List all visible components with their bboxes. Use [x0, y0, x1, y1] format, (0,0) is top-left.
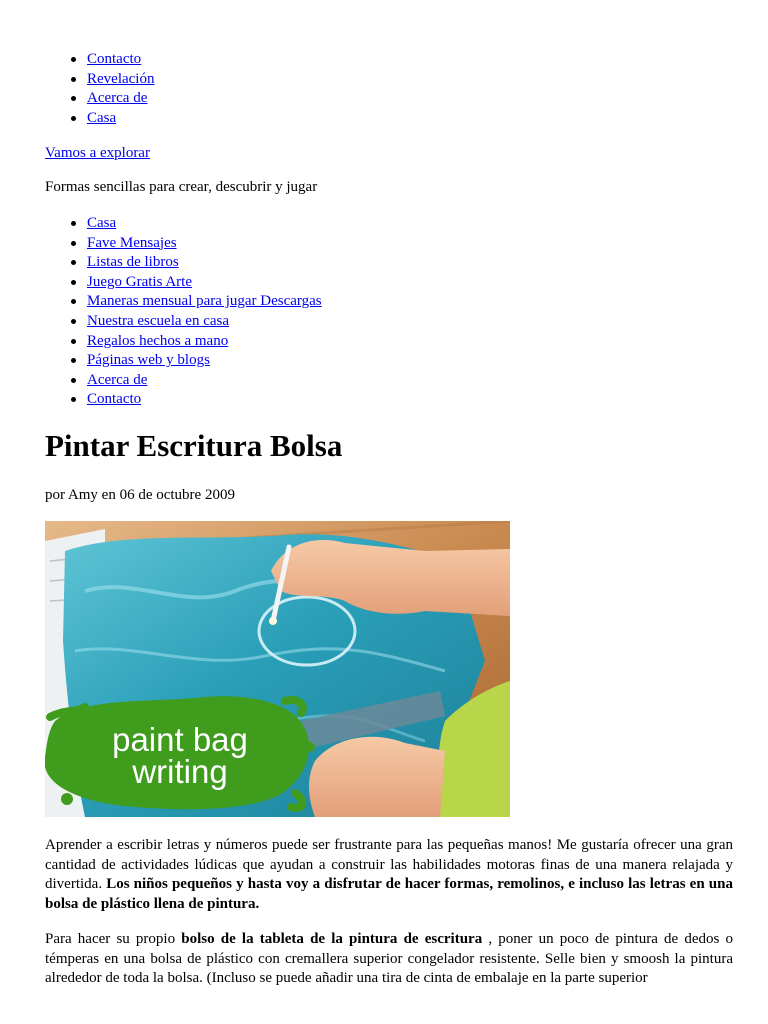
main-nav-link[interactable]: Páginas web y blogs: [87, 352, 210, 369]
top-nav-item-acerca-de[interactable]: [87, 89, 154, 109]
paragraph-text: Aprender a escribir letras y números puede ser frustrante para las pequeñas manos! Me gustaría ofrecer una gran cantidad de actividades lúdicas que ayudan a construir las habilidades motoras finas de una manera relajada y divertida.: [45, 837, 733, 893]
image-caption-line1: paint bag: [112, 721, 248, 758]
main-nav-item-regalos[interactable]: [87, 332, 322, 352]
top-nav-item-revelacion[interactable]: [87, 70, 154, 90]
post-paragraph: [45, 836, 733, 914]
top-nav-link[interactable]: Casa: [87, 109, 117, 126]
main-nav-link[interactable]: Casa: [87, 215, 117, 231]
top-nav-link[interactable]: Revelación: [87, 70, 155, 87]
main-nav: [87, 214, 322, 410]
top-nav-link[interactable]: Contacto: [87, 51, 142, 67]
top-nav-item-casa[interactable]: [87, 109, 154, 129]
post-paragraph: [45, 930, 733, 989]
top-nav-item-contacto[interactable]: [87, 50, 154, 70]
main-nav-link[interactable]: Nuestra escuela en casa: [87, 312, 230, 329]
main-nav-link[interactable]: Acerca de: [87, 371, 148, 388]
post-byline: por Amy en 06 de octubre 2009: [45, 487, 235, 503]
child-hand-bottom: [309, 737, 445, 817]
main-nav-item-paginas-web[interactable]: [87, 351, 322, 371]
top-nav: [87, 50, 154, 128]
paragraph-bold-text: Los niños pequeños y hasta voy a disfrutar de hacer formas, remolinos, e incluso las letras en una bolsa de plástico llena de pintura.: [45, 876, 733, 912]
main-nav-item-escuela-en-casa[interactable]: [87, 312, 322, 332]
main-nav-item-listas-de-libros[interactable]: [87, 253, 322, 273]
main-nav-link[interactable]: Regalos hechos a mano: [87, 332, 229, 349]
top-nav-link[interactable]: Acerca de: [87, 90, 148, 107]
paragraph-bold-text: bolso de la tableta de la pintura de escritura: [181, 931, 483, 947]
main-nav-link[interactable]: Maneras mensual para jugar Descargas: [87, 293, 322, 310]
main-nav-link[interactable]: Juego Gratis Arte: [87, 273, 192, 290]
paint-splat-logo: [45, 696, 315, 809]
main-nav-link[interactable]: Fave Mensajes: [87, 234, 177, 251]
paragraph-text: , poner un poco de pintura de dedos o témperas en una bolsa de plástico con cremallera superior congelador resistente. Selle bien y smoosh la pintura alrededor de toda la bolsa. (Incluso se puede añadir una tira de cinta de embalaje en la parte superior: [45, 931, 733, 987]
site-tagline: Formas sencillas para crear, descubrir y jugar: [45, 179, 318, 195]
main-nav-item-juego-gratis-arte[interactable]: [87, 273, 322, 293]
main-nav-link[interactable]: Contacto: [87, 391, 142, 408]
main-nav-link[interactable]: Listas de libros: [87, 254, 179, 271]
main-nav-item-fave-mensajes[interactable]: [87, 234, 322, 254]
main-nav-item-acerca-de[interactable]: [87, 371, 322, 391]
image-caption-line2: writing: [132, 753, 228, 790]
paragraph-text: Para hacer su propio: [45, 931, 182, 947]
post-image: [45, 521, 510, 817]
site-title-link[interactable]: Vamos a explorar: [45, 145, 150, 161]
post-title: Pintar Escritura Bolsa: [45, 428, 343, 463]
main-nav-item-descargas[interactable]: [87, 292, 322, 312]
main-nav-item-casa[interactable]: [87, 214, 322, 234]
main-nav-item-contacto[interactable]: [87, 390, 322, 410]
